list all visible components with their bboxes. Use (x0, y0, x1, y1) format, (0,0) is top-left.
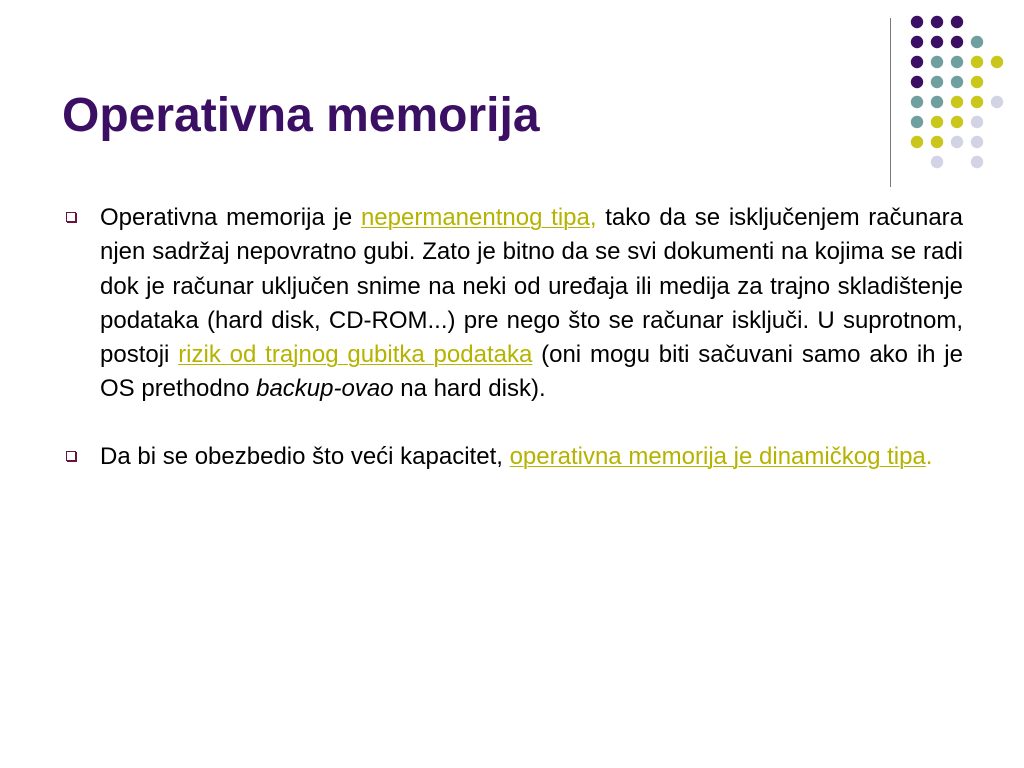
dot (971, 156, 983, 168)
dot (971, 56, 983, 68)
bullet-text-segment: tako da se isključenjem računara njen sadržaj nepovratno gubi. Zato je bitno da se svi dokumenti na kojima se radi dok je računar uključen snime na neki od uređaja ili medija za trajno skladištenje podataka (hard disk, CD-ROM...) pre nego što se računar isključi. U suprotnom, postoji (100, 204, 964, 369)
dot (951, 76, 963, 88)
operativna-memorija-je-dinamickog-tipa-link[interactable]: operativna memorija je dinamičkog tipa (509, 442, 926, 470)
dot (911, 96, 923, 108)
dot (931, 136, 943, 148)
bullet-list (64, 201, 963, 474)
dot (951, 56, 963, 68)
bullet-text-segment: (oni mogu biti sačuvani samo ako ih je OS prethodno (100, 341, 963, 403)
rizik-od-trajnog-gubitka-podataka-link[interactable]: rizik od trajnog gubitka podataka (178, 341, 533, 369)
decorative-divider (890, 18, 891, 187)
dot (971, 116, 983, 128)
dot (971, 136, 983, 148)
dot (931, 96, 943, 108)
bullet-item (64, 440, 963, 474)
dot (911, 36, 923, 48)
dot (971, 36, 983, 48)
dot (951, 96, 963, 108)
bullet-text-segment: Operativna memorija je (100, 204, 361, 231)
bullet-marker (66, 212, 76, 222)
dot (971, 76, 983, 88)
dot (991, 96, 1003, 108)
dot (971, 96, 983, 108)
dot (911, 16, 923, 28)
dot (951, 116, 963, 128)
slide-title: Operativna memorija (62, 89, 540, 142)
dot (911, 116, 923, 128)
dot (931, 156, 943, 168)
bullet-marker (66, 451, 76, 461)
dot (931, 116, 943, 128)
nepermanentnog-tipa-link[interactable]: nepermanentnog tipa (360, 204, 590, 231)
bullet-text-period: . (925, 442, 933, 470)
bullet-text-comma: , (589, 204, 597, 231)
dot (951, 136, 963, 148)
dot (931, 76, 943, 88)
bullet-item (64, 201, 963, 407)
dot (951, 36, 963, 48)
dot (931, 56, 943, 68)
decorative-dot-grid (902, 12, 1012, 172)
dot (911, 136, 923, 148)
dot (991, 56, 1003, 68)
bullet-text-segment: na hard disk). (393, 375, 546, 403)
dot (951, 16, 963, 28)
dot (931, 36, 943, 48)
dot (911, 76, 923, 88)
bullet-text-segment: Da bi se obezbedio što veći kapacitet, (100, 442, 510, 470)
backup-ovao-text: backup-ovao (256, 375, 394, 403)
dot (931, 16, 943, 28)
dot (911, 56, 923, 68)
